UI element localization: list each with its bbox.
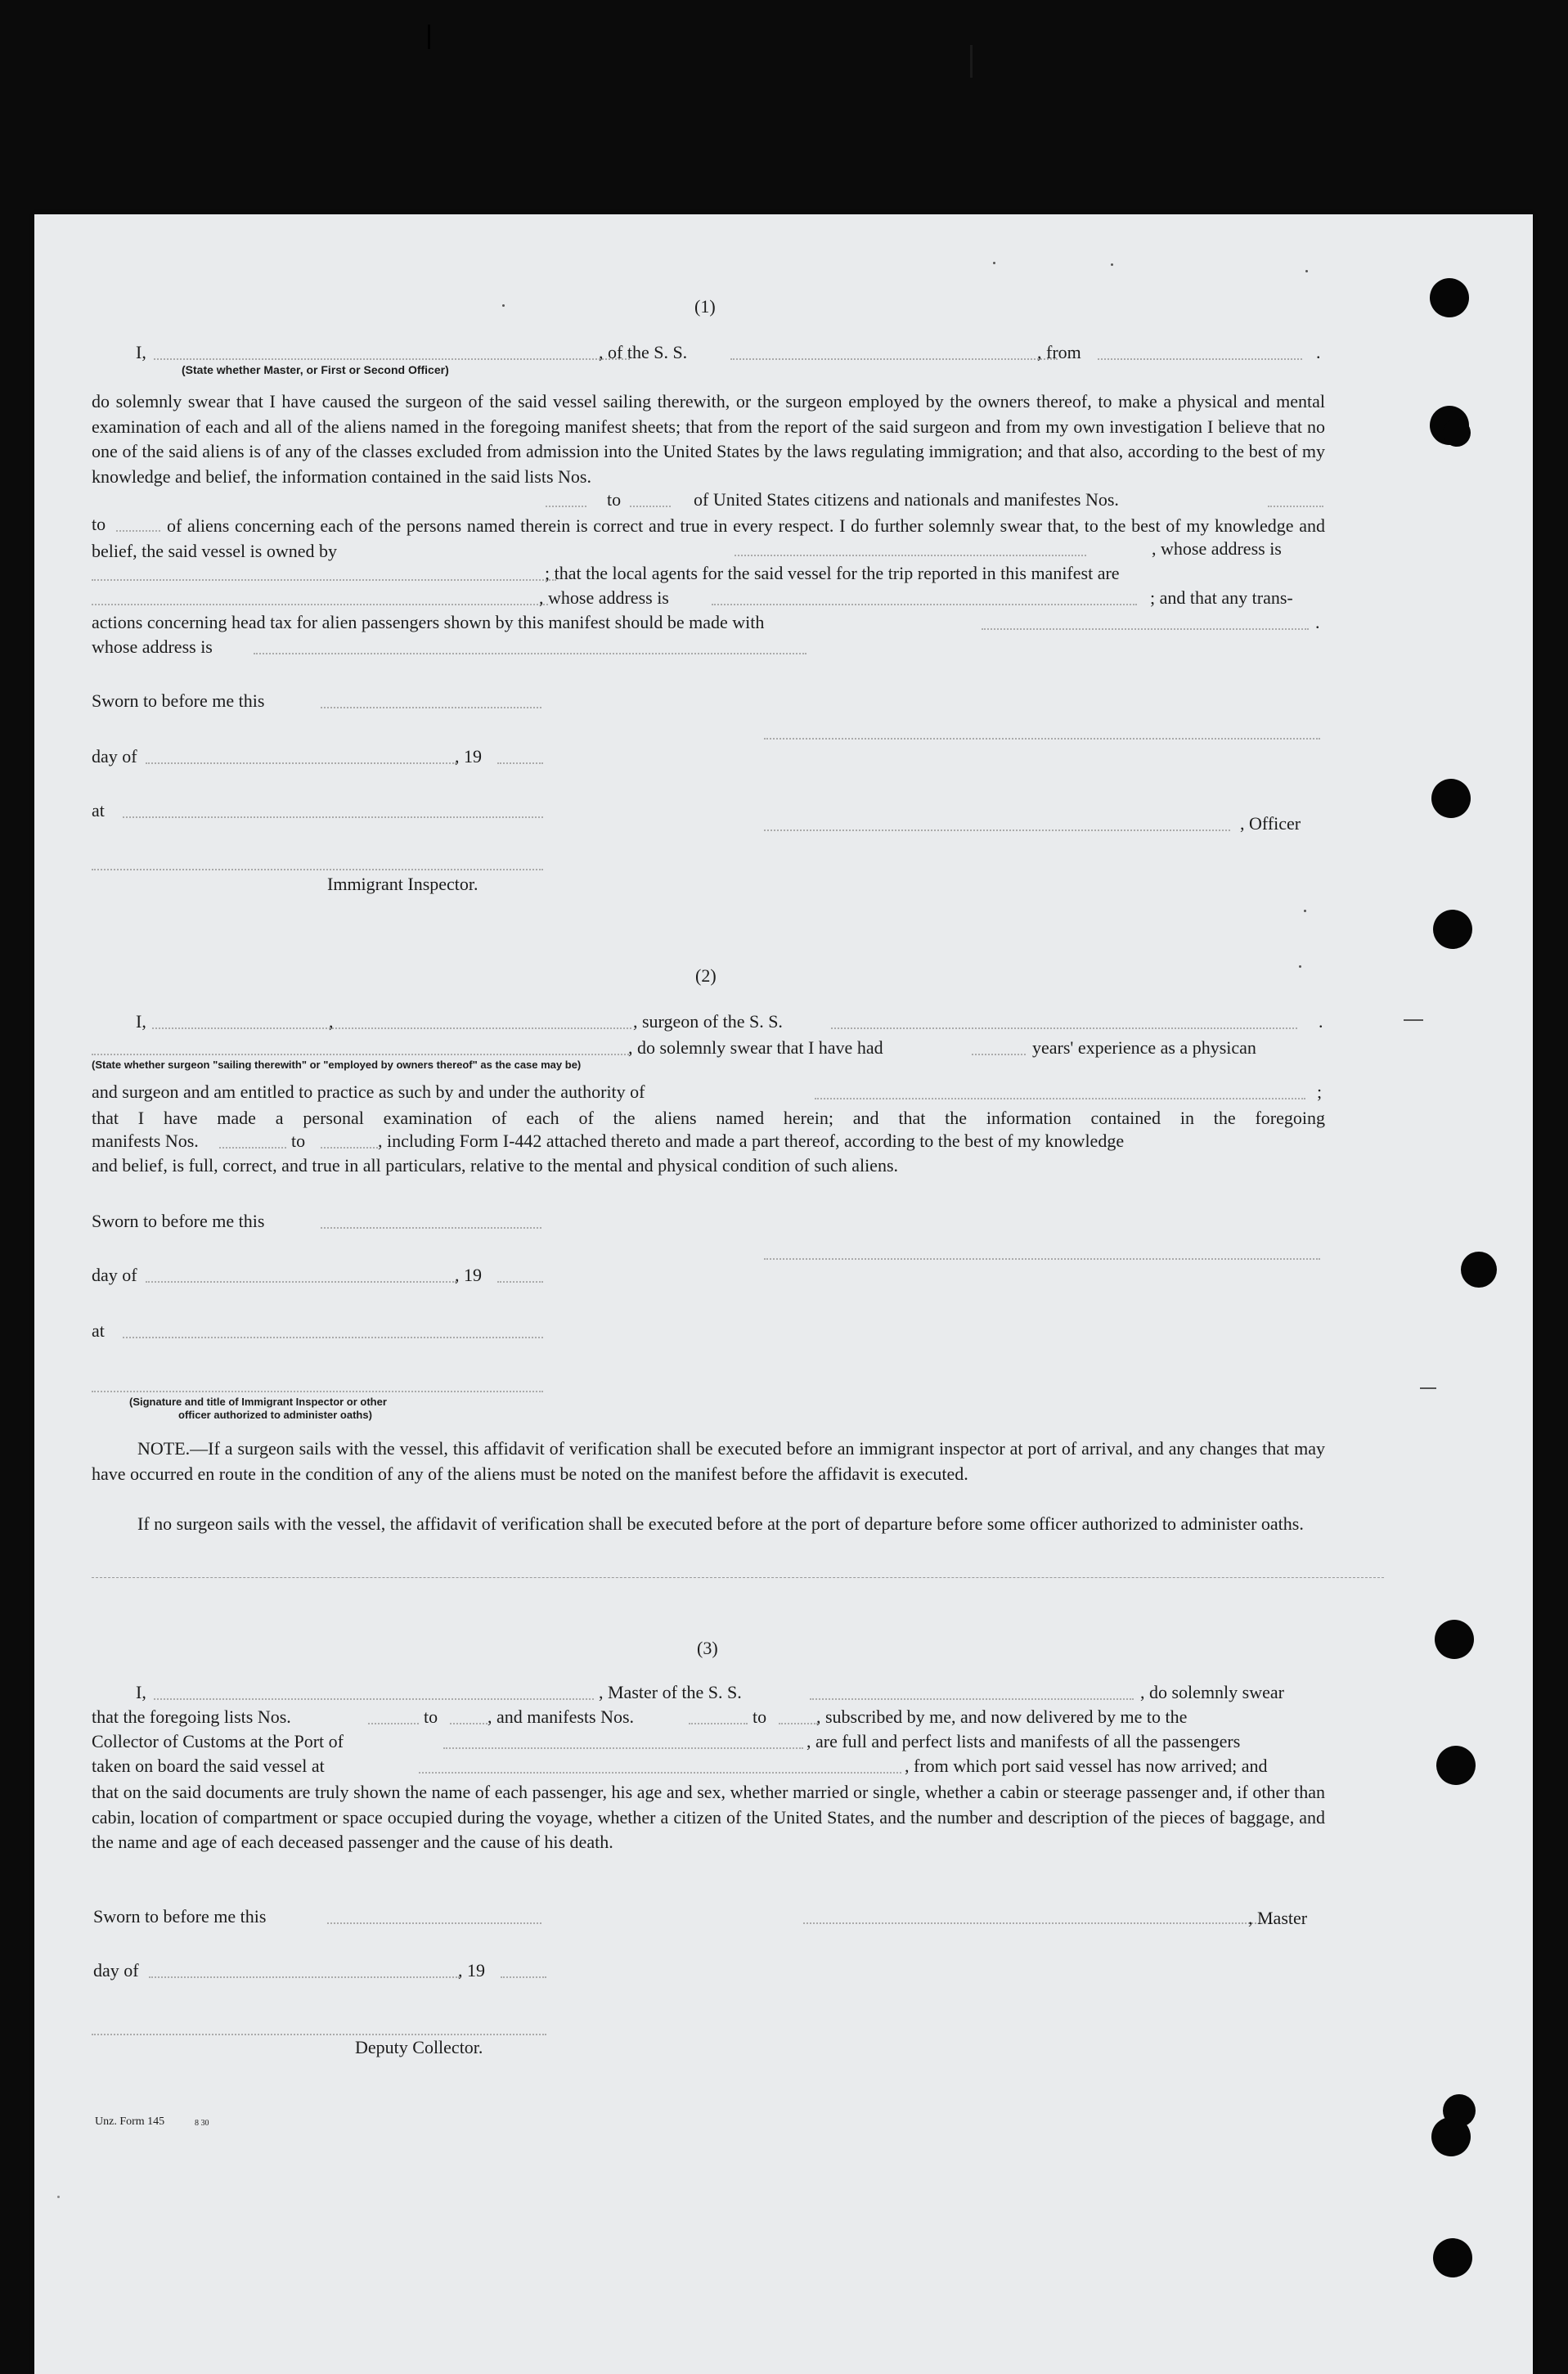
sec1-actions-end: .: [1315, 612, 1320, 632]
lists-from-field[interactable]: [546, 506, 586, 507]
sec3-lists-to-field[interactable]: [450, 1723, 487, 1724]
form-print-code: 8 30: [195, 2119, 209, 2128]
sec1-from: , from: [1037, 342, 1081, 362]
vessel-name-field[interactable]: [730, 358, 1058, 360]
sec3-dayof: day of: [93, 1960, 139, 1981]
sec1-body-b: of United States citizens and nationals and manifestes Nos.: [694, 489, 1119, 510]
sec3-master-of: , Master of the S. S.: [599, 1682, 742, 1702]
sec1-inspector-line[interactable]: [92, 869, 543, 870]
manifests-from-field[interactable]: [1268, 506, 1323, 507]
sec1-dayof: day of: [92, 746, 137, 767]
sec2-note-paragraph-2: If no surgeon sails with the vessel, the affidavit of verification shall be executed before at the port of departure before some officer authorized to administer oaths.: [137, 1513, 1304, 1534]
sec2-sworn: Sworn to before me this: [92, 1211, 265, 1231]
sec2-signature-note-1: (Signature and title of Immigrant Inspector or other: [129, 1396, 387, 1408]
sec2-inspector-line[interactable]: [92, 1391, 543, 1392]
paper-speck: [993, 262, 995, 264]
owner-field[interactable]: [735, 555, 1086, 556]
edge-mark: [1404, 1019, 1423, 1021]
sec1-actions: actions concerning head tax for alien passengers shown by this manifest should be made with: [92, 612, 765, 632]
sec1-sworn-day-field[interactable]: [321, 707, 541, 708]
film-mark: [970, 45, 973, 78]
sec1-year-field[interactable]: [497, 762, 543, 764]
section-3-number: (3): [697, 1638, 718, 1658]
sec2-swear: , do solemnly swear that I have had: [628, 1037, 883, 1058]
authority-field[interactable]: [815, 1098, 1305, 1099]
section-2-number: (2): [695, 965, 717, 986]
sec2-sworn-day-field[interactable]: [321, 1227, 541, 1229]
owner-address-field[interactable]: [92, 579, 556, 581]
section-1-number: (1): [694, 296, 716, 317]
punch-hole: [1431, 779, 1471, 818]
paper-speck: [502, 304, 505, 307]
sec2-belief: and belief, is full, correct, and true in all particulars, relative to the mental and physical condition of such aliens.: [92, 1155, 899, 1176]
sec2-manifests-from-field[interactable]: [219, 1147, 286, 1149]
sec1-addr1: , whose address is: [1152, 538, 1282, 559]
sec1-to-2: to: [92, 514, 106, 534]
sec3-swear: , do solemnly swear: [1140, 1682, 1284, 1702]
form-page: [34, 214, 1533, 2374]
sec2-year-field[interactable]: [497, 1281, 543, 1283]
sec1-officer-line[interactable]: [764, 830, 1230, 831]
port-field[interactable]: [443, 1747, 803, 1749]
punch-hole: [1433, 2238, 1472, 2277]
sec2-authority: and surgeon and am entitled to practice as such by and under the authority of: [92, 1081, 645, 1102]
years-experience-field[interactable]: [972, 1054, 1026, 1055]
film-mark: [428, 25, 430, 49]
edge-speck: [57, 2196, 60, 2198]
sec3-month-field[interactable]: [149, 1976, 460, 1978]
sec1-i: I,: [136, 342, 146, 362]
sec3-perfect-lists: , are full and perfect lists and manifests of all the passengers: [806, 1731, 1241, 1751]
from-port-field[interactable]: [1098, 358, 1302, 360]
section-divider: [92, 1577, 1384, 1578]
sec3-master-name-field[interactable]: [154, 1698, 594, 1700]
sec3-collector-line[interactable]: [92, 2034, 546, 2035]
sec2-vessel-field[interactable]: [831, 1027, 1297, 1029]
sec2-at-field[interactable]: [123, 1337, 543, 1338]
sec2-surgeon-of: , surgeon of the S. S.: [633, 1011, 783, 1032]
sec1-at-field[interactable]: [123, 816, 543, 818]
sec2-years: years' experience as a physican: [1032, 1037, 1256, 1058]
punch-hole: [1433, 910, 1472, 949]
sec1-addr2: , whose address is: [539, 587, 669, 608]
sec3-nineteen: , 19: [458, 1960, 485, 1981]
sec1-sworn: Sworn to before me this: [92, 690, 265, 711]
punch-hole: [1435, 1620, 1474, 1659]
sec3-taken: taken on board the said vessel at: [92, 1756, 325, 1776]
sec1-signature-line[interactable]: [764, 738, 1320, 740]
sec2-at: at: [92, 1320, 105, 1341]
sec2-signature-note-2: officer authorized to administer oaths): [178, 1409, 372, 1421]
sec1-at: at: [92, 800, 105, 821]
sec1-paragraph-c: of aliens concerning each of the persons named therein is correct and true in every respect. I do further solemnly swear that, to the best of my knowledge and belief, the said vessel is owned by: [92, 515, 1325, 561]
sec1-to-1: to: [607, 489, 622, 510]
sec3-master: , Master: [1248, 1908, 1308, 1928]
sec2-to: to: [291, 1131, 306, 1151]
agents-address-field[interactable]: [712, 604, 1137, 605]
sec2-examination: that I have made a personal examination of each of the aliens named herein; and that the information contained in the foregoing: [92, 1108, 1325, 1128]
sec2-nineteen: , 19: [455, 1265, 482, 1285]
paper-speck: [1304, 910, 1306, 912]
sec3-year-field[interactable]: [501, 1976, 546, 1978]
sec2-status-note: (State whether surgeon "sailing therewith" or "employed by owners thereof" as the case may be): [92, 1059, 582, 1071]
sec3-deputy: Deputy Collector.: [355, 2037, 483, 2057]
sec1-local-agents: ; that the local agents for the said vessel for the trip reported in this manifest are: [545, 563, 1120, 583]
sec2-note-paragraph-1: NOTE.—If a surgeon sails with the vessel, this affidavit of verification shall be executed before an immigrant inspector at port of arrival, and any changes that may have occurred en route in the condition of any of the aliens must be noted on the manifest before the affidavit is executed.: [92, 1438, 1325, 1484]
head-tax-address-field[interactable]: [254, 653, 806, 654]
sec3-lists-from-field[interactable]: [368, 1723, 419, 1724]
sec2-l1-end: .: [1319, 1011, 1323, 1032]
sec3-subscribed: , subscribed by me, and now delivered by me to the: [816, 1706, 1188, 1727]
port-of-embarkation-field[interactable]: [419, 1772, 901, 1774]
lists-to-field[interactable]: [630, 506, 671, 507]
sec3-to-2: to: [753, 1706, 767, 1727]
sec3-collector: Collector of Customs at the Port of: [92, 1731, 344, 1751]
sec2-dayof: day of: [92, 1265, 137, 1285]
head-tax-field[interactable]: [982, 628, 1309, 630]
sec3-master-signature-line[interactable]: [803, 1922, 1276, 1924]
sec3-paragraph: that on the said documents are truly shown the name of each passenger, his age and sex, whether married or single, whether a cabin or steerage passenger and, if other than cabin, location of compartment or space occupied during the voyage, whether a citizen of the United States, and the number and description of the pieces of baggage, and the name and age of each deceased passenger and the cause of his death.: [92, 1782, 1325, 1852]
punch-hole: [1436, 1746, 1476, 1785]
sec3-manifests-to-field[interactable]: [779, 1723, 818, 1724]
sec1-whose: whose address is: [92, 636, 213, 657]
sec2-manifests: manifests Nos.: [92, 1131, 199, 1151]
sec1-l1-end: .: [1316, 342, 1321, 362]
sec3-i: I,: [136, 1682, 146, 1702]
sec1-month-field[interactable]: [146, 762, 456, 764]
sec2-comma: ,: [329, 1011, 334, 1032]
sec1-paragraph-a: do solemnly swear that I have caused the surgeon of the said vessel sailing therewith, or the surgeon employed by the owners thereof, to make a physical and mental examination of each and all of the aliens named in the foregoing manifest sheets; that from the report of the said surgeon and from my own investigation I believe that no one of the said aliens is of any of the classes excluded from admission into the United States by the laws regulating immigration; and that also, according to the best of my knowledge and belief, the information contained in the said lists Nos.: [92, 391, 1325, 487]
sec2-manifests-to-field[interactable]: [321, 1147, 378, 1149]
sec2-month-field[interactable]: [146, 1281, 456, 1283]
paper-speck: [1305, 270, 1308, 272]
sec2-l3-end: ;: [1317, 1081, 1323, 1102]
sec3-sworn-day-field[interactable]: [327, 1922, 541, 1924]
sec1-nineteen: , 19: [455, 746, 482, 767]
paper-speck: [1111, 263, 1113, 266]
sec2-i: I,: [136, 1011, 146, 1032]
sec2-signature-line[interactable]: [764, 1258, 1320, 1260]
surgeon-name-field[interactable]: [152, 1027, 631, 1029]
sec3-vessel-field[interactable]: [810, 1698, 1134, 1700]
sec1-officer: , Officer: [1240, 813, 1301, 834]
punch-hole: [1431, 2117, 1471, 2156]
paper-speck: [1299, 965, 1301, 968]
sec1-officer-note: (State whether Master, or First or Second Officer): [182, 363, 449, 376]
form-number: Unz. Form 145: [95, 2115, 165, 2128]
sec1-inspector: Immigrant Inspector.: [327, 874, 478, 894]
sec3-arrived: , from which port said vessel has now arrived; and: [905, 1756, 1268, 1776]
master-name-field[interactable]: [154, 358, 630, 360]
punch-hole: [1461, 1252, 1497, 1288]
surgeon-status-field[interactable]: [92, 1054, 631, 1055]
sec3-manifests: , and manifests Nos.: [487, 1706, 635, 1727]
sec3-manifests-from-field[interactable]: [689, 1723, 748, 1724]
edge-mark: [1420, 1387, 1436, 1389]
punch-hole: [1443, 419, 1471, 447]
punch-hole: [1430, 278, 1469, 317]
sec1-trans: ; and that any trans-: [1150, 587, 1293, 608]
sec2-form-i442: , including Form I-442 attached thereto and made a part thereof, according to the best of my knowledge: [378, 1131, 1125, 1151]
sec1-of-ss: , of the S. S.: [599, 342, 688, 362]
sec3-to-1: to: [424, 1706, 438, 1727]
sec3-lists: that the foregoing lists Nos.: [92, 1706, 291, 1727]
agents-field[interactable]: [92, 604, 548, 605]
sec3-sworn: Sworn to before me this: [93, 1906, 267, 1927]
